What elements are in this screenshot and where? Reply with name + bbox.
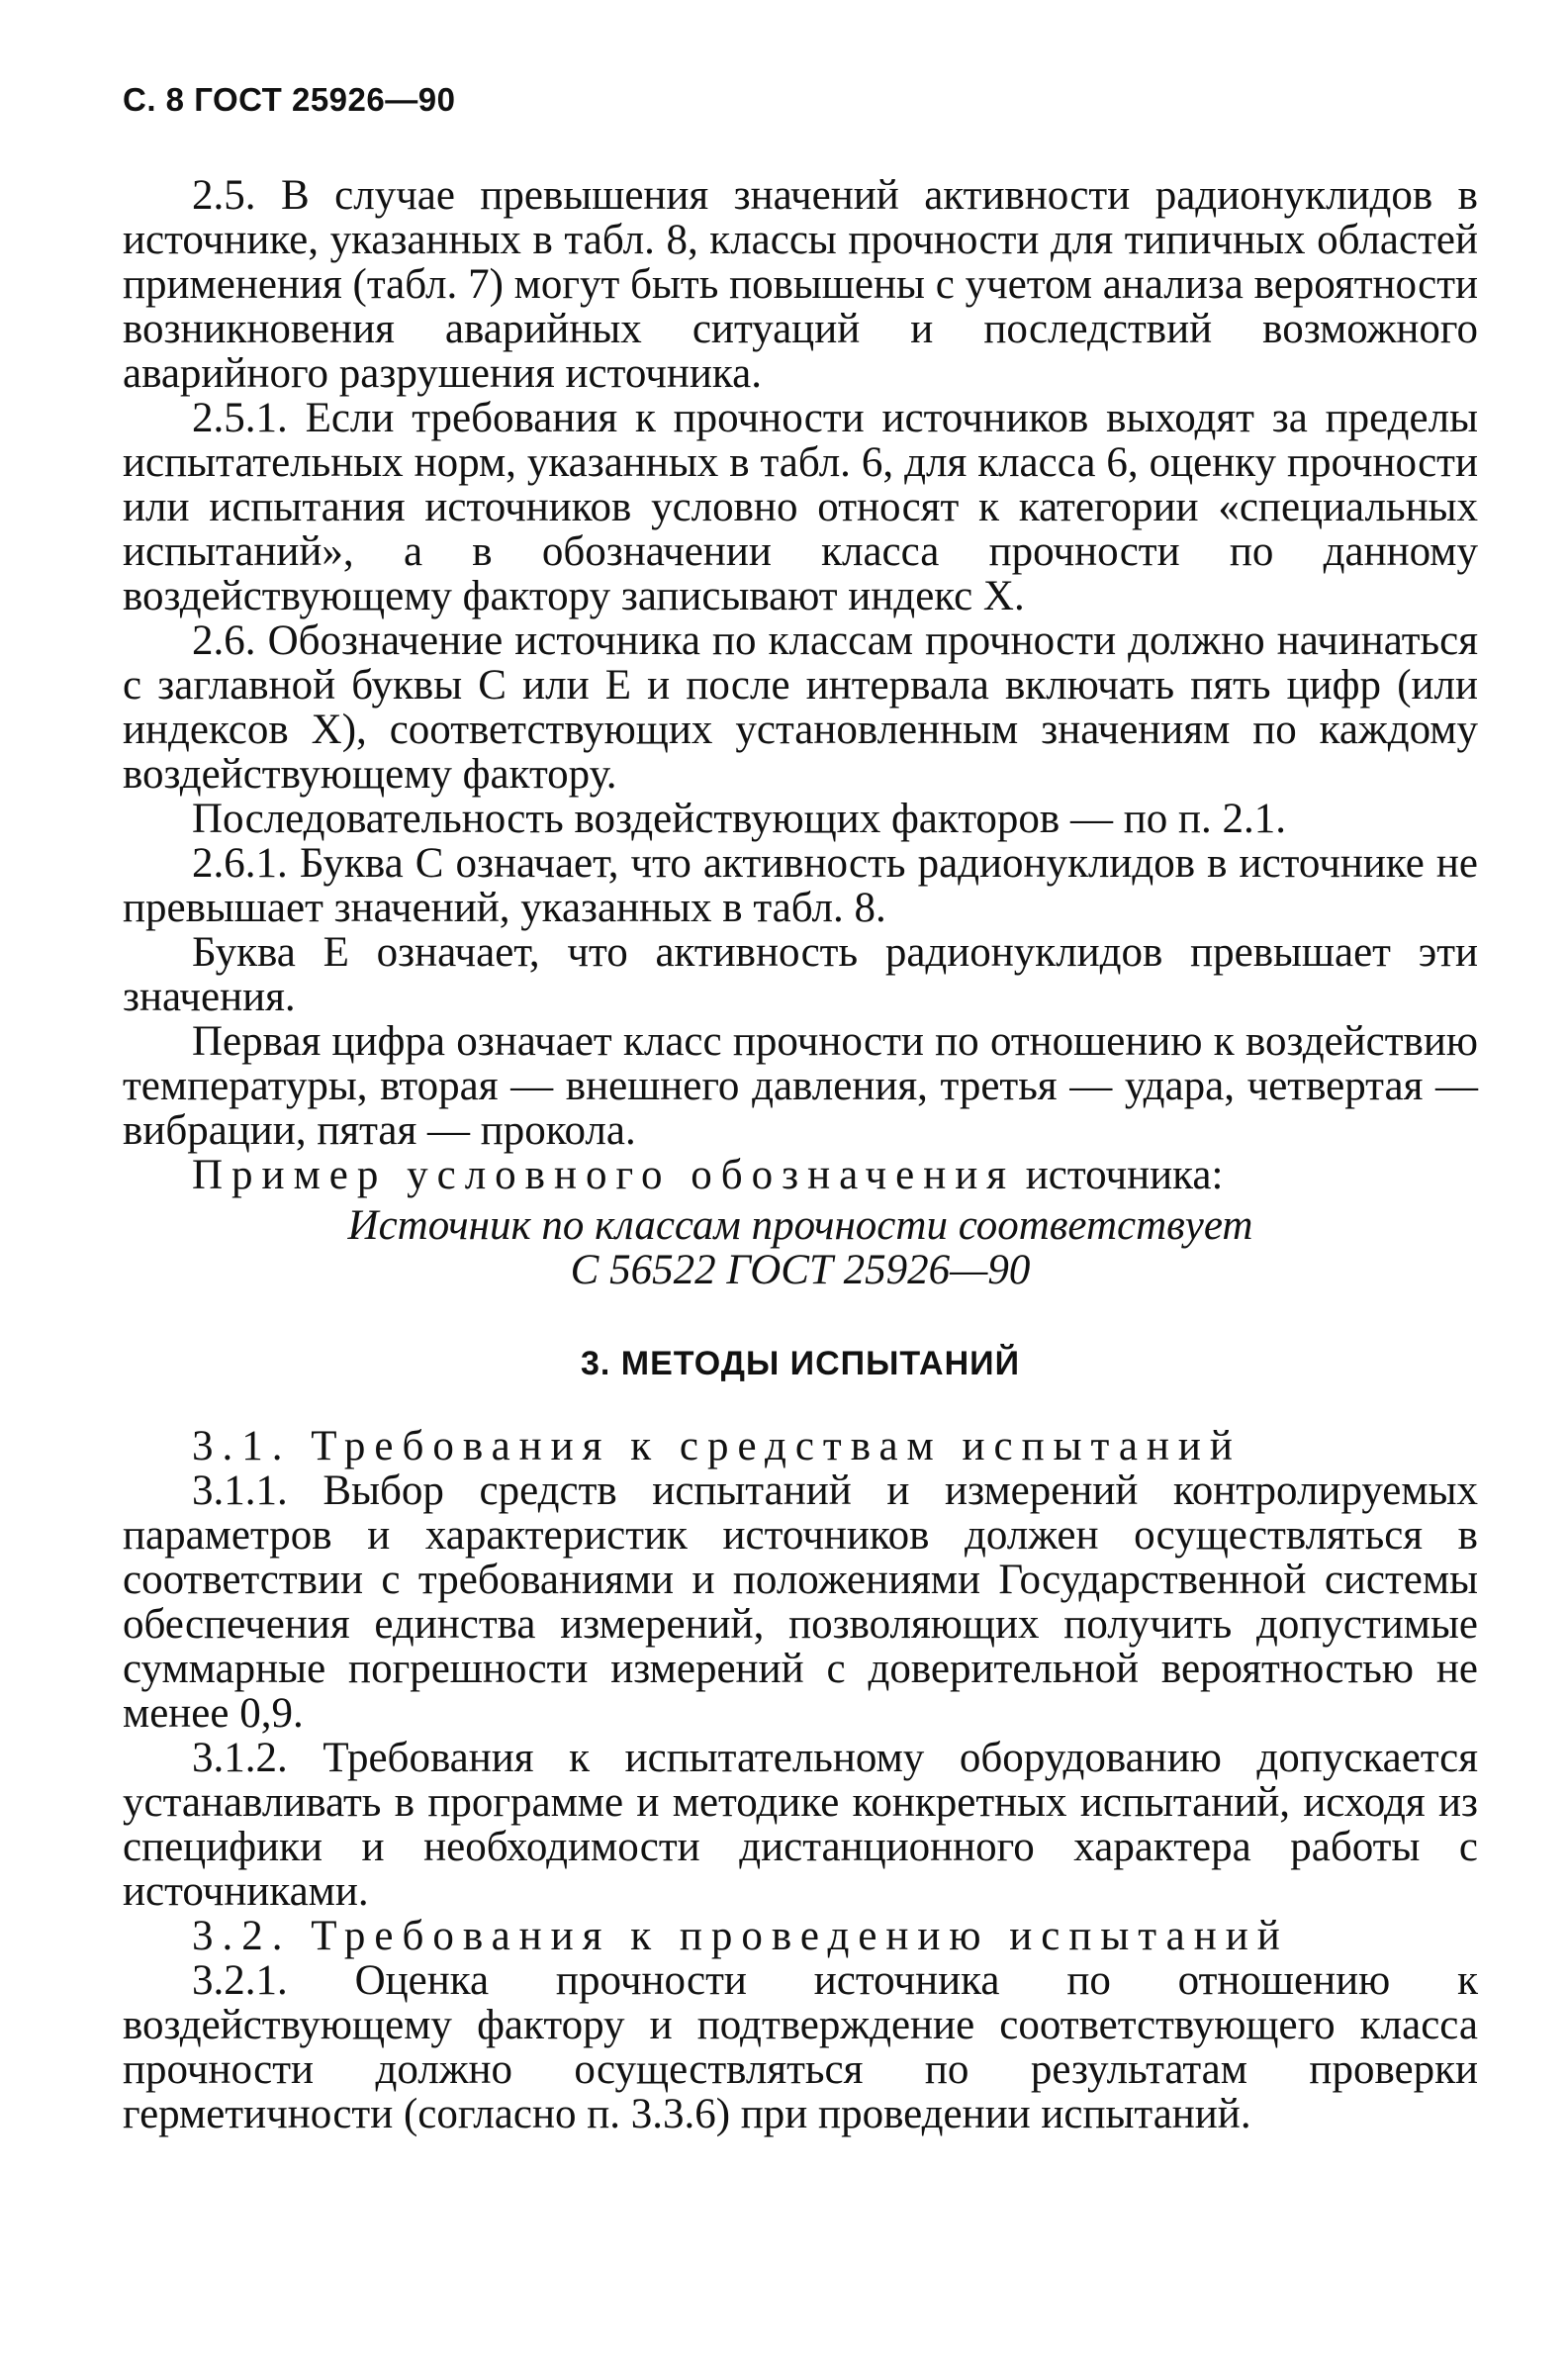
paragraph-2-5: 2.5. В случае превышения значений активности радионуклидов в источнике, указанных в табл. 8, классы прочности для типичных областей применения (табл. 7) могут быть повышены с учетом анализа вероятности возникновения аварийных ситуаций и последствий возможного аварийного разрушения источника. bbox=[123, 172, 1478, 397]
subsection-3-1-title: 3.1. Требования к средствам испытаний bbox=[192, 1423, 1242, 1469]
paragraph-2-6-1: 2.6.1. Буква С означает, что активность радионуклидов в источнике не превышает значений, указанных в табл. 8. bbox=[123, 840, 1478, 931]
paragraph-3-1-2: 3.1.2. Требования к испытательному оборудованию допускается устанавливать в программе и методике конкретных испытаний, исходя из специфики и необходимости дистанционного характера работы с источниками. bbox=[123, 1735, 1478, 1915]
subsection-3-2-title: 3.2. Требования к проведению испытаний bbox=[192, 1913, 1289, 1959]
example-line-1: Источник по классам прочности соответствует bbox=[347, 1202, 1253, 1249]
document-body bbox=[123, 173, 1478, 2136]
paragraph-2-6-1-letter-e: Буква Е означает, что активность радионуклидов превышает эти значения. bbox=[123, 929, 1478, 1020]
example-label-spaced: Пример условного обозначения bbox=[192, 1152, 1016, 1198]
example-designation bbox=[123, 1203, 1478, 1292]
paragraph-2-5-1: 2.5.1. Если требования к прочности источников выходят за пределы испытательных норм, указанных в табл. 6, для класса 6, оценку прочности или испытания источников условно относят к категории «специальных испытаний», а в обозначении класса прочности по данному воздействующему фактору записывают индекс X. bbox=[123, 395, 1478, 619]
example-line-2: С 56522 ГОСТ 25926—90 bbox=[570, 1247, 1031, 1293]
page-header: С. 8 ГОСТ 25926—90 bbox=[123, 81, 456, 118]
paragraph-3-1-1: 3.1.1. Выбор средств испытаний и измерений контролируемых параметров и характеристик источников должен осуществляться в соответствии с требованиями и положениями Государственной системы обеспечения единства измерений, позволяющих получить допустимые суммарные погрешности измерений с доверительной вероятностью не менее 0,9. bbox=[123, 1467, 1478, 1737]
example-label-rest: источника: bbox=[1015, 1152, 1224, 1198]
example-label bbox=[123, 1153, 1478, 1197]
paragraph-2-6-sequence: Последовательность воздействующих факторов — по п. 2.1. bbox=[192, 796, 1287, 842]
paragraph-2-6-1-digits: Первая цифра означает класс прочности по отношению к воздействию температуры, вторая — внешнего давления, третья — удара, четвертая — вибрации, пятая — прокола. bbox=[123, 1018, 1478, 1154]
section-3-heading: 3. МЕТОДЫ ИСПЫТАНИЙ bbox=[581, 1345, 1020, 1382]
paragraph-2-6: 2.6. Обозначение источника по классам прочности должно начинаться с заглавной буквы С или Е и после интервала включать пять цифр (или индексов X), соответствующих установленным значениям по каждому воздействующему фактору. bbox=[123, 617, 1478, 798]
paragraph-3-2-1: 3.2.1. Оценка прочности источника по отношению к воздействующему фактору и подтверждение соответствующего класса прочности должно осуществляться по результатам проверки герметичности (согласно п. 3.3.6) при проведении испытаний. bbox=[123, 1957, 1478, 2137]
